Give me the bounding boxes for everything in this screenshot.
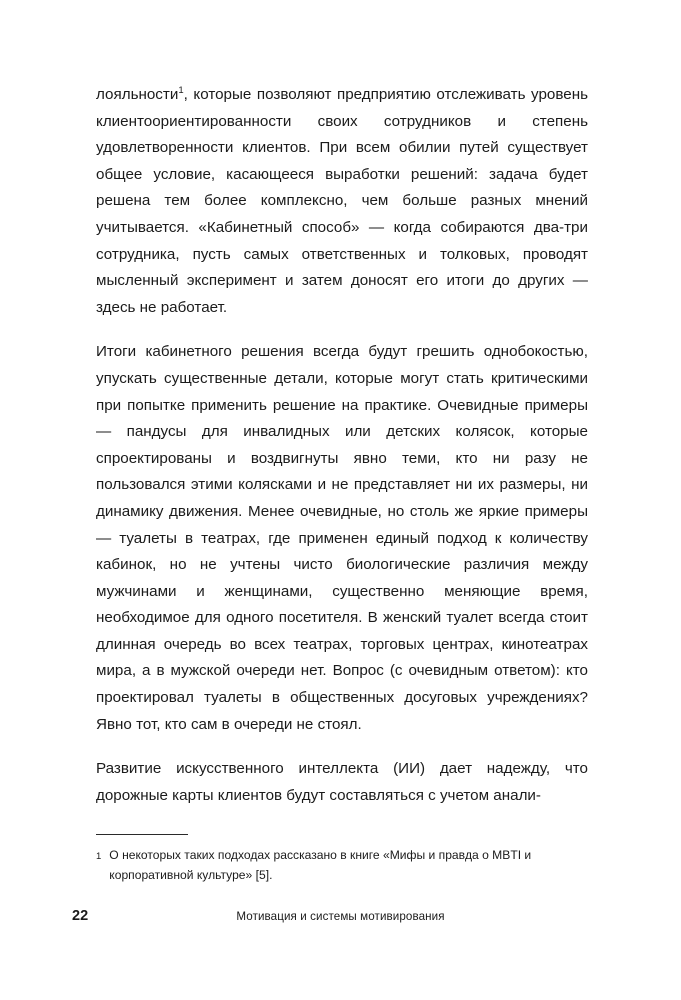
- paragraph: [96, 82, 588, 321]
- paragraph: [96, 339, 588, 738]
- footnote-reference: 1: [178, 84, 184, 96]
- running-title: Мотивация и системы мотивирования: [236, 910, 445, 923]
- footnote-text: О некоторых таких подходах рассказано в книге «Мифы и правда о MBTI и корпоративной культуре» [5].: [109, 848, 532, 882]
- paragraph-lead-word: лояльности: [96, 86, 179, 103]
- paragraph: [96, 756, 588, 809]
- page-number: 22: [72, 908, 89, 924]
- paragraph-text: , которые позволяют предприятию отслеживать уровень клиентоориентированности своих сотрудников и степень удовлетворенности клиентов. При всем обилии путей существует общее условие, касающееся выработки решений: задача будет решена тем более комплексно, чем больше разных мнений учитывается. «Кабинетный способ» — когда собираются два-три сотрудника, пусть самых ответственных и толковых, проводят мысленный эксперимент и затем доносят его итоги до других — здесь не работает.: [96, 86, 588, 316]
- page-body-text: [96, 82, 588, 809]
- footnote-item: [96, 845, 588, 885]
- paragraph-text: Итоги кабинетного решения всегда будут грешить однобокостью, упускать существенные детали, которые могут стать критическими при попытке применить решение на практике. Очевидные примеры — пандусы для инвалидных или детских колясок, которые спроектированы и воздвигнуты явно теми, кто ни разу не пользовался этими колясками и не представляет ни их размеры, ни динамику движения. Менее очевидные, но столь же яркие примеры — туалеты в театрах, где применен единый подход к количеству кабинок, но не учтены чисто биологические различия между мужчинами и женщинами, существенно меняющие время, необходимое для одного посетителя. В женский туалет всегда стоит длинная очередь во всех театрах, торговых центрах, кинотеатрах мира, а в мужской очереди нет. Вопрос (с очевидным ответом): кто проектировал туалеты в общественных досуговых учреждениях? Явно тот, кто сам в очереди не стоял.: [96, 343, 588, 733]
- paragraph-text: Развитие искусственного интеллекта (ИИ) дает надежду, что дорожные карты клиентов будут составляться с учетом анали-: [96, 760, 588, 804]
- footnote-separator-rule: [96, 834, 188, 835]
- page-footer: [0, 908, 681, 930]
- footnote-marker: 1: [96, 851, 102, 862]
- footnote-area: [96, 834, 588, 885]
